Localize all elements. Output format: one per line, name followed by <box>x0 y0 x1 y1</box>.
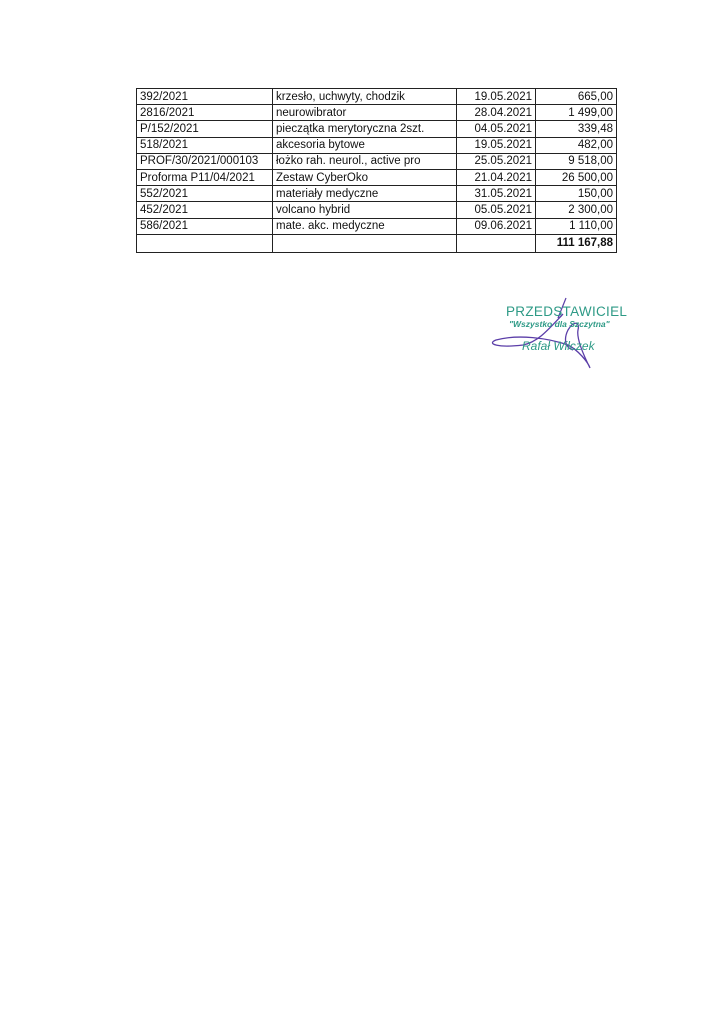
date-cell: 04.05.2021 <box>457 121 536 137</box>
stamp-name: Rafał Wilczek <box>522 339 595 353</box>
date-cell: 05.05.2021 <box>457 202 536 218</box>
amount-cell: 1 110,00 <box>536 218 617 234</box>
description-cell: mate. akc. medyczne <box>273 218 457 234</box>
table-row <box>137 105 617 121</box>
representative-stamp <box>478 290 638 380</box>
table-row <box>137 153 617 169</box>
date-cell: 09.06.2021 <box>457 218 536 234</box>
total-empty-cell <box>137 234 273 252</box>
table-row <box>137 89 617 105</box>
invoice-table <box>136 88 617 253</box>
invoice-number-cell: 518/2021 <box>137 137 273 153</box>
table-row <box>137 169 617 185</box>
amount-cell: 482,00 <box>536 137 617 153</box>
total-empty-cell <box>457 234 536 252</box>
invoice-number-cell: 552/2021 <box>137 186 273 202</box>
invoice-number-cell: PROF/30/2021/000103 <box>137 153 273 169</box>
total-row <box>137 234 617 252</box>
total-empty-cell <box>273 234 457 252</box>
invoice-number-cell: 586/2021 <box>137 218 273 234</box>
table-row <box>137 186 617 202</box>
amount-cell: 150,00 <box>536 186 617 202</box>
description-cell: volcano hybrid <box>273 202 457 218</box>
date-cell: 19.05.2021 <box>457 137 536 153</box>
amount-cell: 9 518,00 <box>536 153 617 169</box>
amount-cell: 1 499,00 <box>536 105 617 121</box>
invoice-number-cell: 452/2021 <box>137 202 273 218</box>
invoice-number-cell: P/152/2021 <box>137 121 273 137</box>
invoice-table-body <box>137 89 617 253</box>
invoice-number-cell: Proforma P11/04/2021 <box>137 169 273 185</box>
description-cell: Zestaw CyberOko <box>273 169 457 185</box>
invoice-number-cell: 392/2021 <box>137 89 273 105</box>
table-row <box>137 202 617 218</box>
table-row <box>137 218 617 234</box>
date-cell: 28.04.2021 <box>457 105 536 121</box>
table-row <box>137 121 617 137</box>
description-cell: krzesło, uchwyty, chodzik <box>273 89 457 105</box>
invoice-number-cell: 2816/2021 <box>137 105 273 121</box>
date-cell: 25.05.2021 <box>457 153 536 169</box>
amount-cell: 339,48 <box>536 121 617 137</box>
amount-cell: 2 300,00 <box>536 202 617 218</box>
date-cell: 21.04.2021 <box>457 169 536 185</box>
description-cell: łożko rah. neurol., active pro <box>273 153 457 169</box>
description-cell: materiały medyczne <box>273 186 457 202</box>
description-cell: akcesoria bytowe <box>273 137 457 153</box>
amount-cell: 26 500,00 <box>536 169 617 185</box>
table-row <box>137 137 617 153</box>
stamp-title: PRZEDSTAWICIEL <box>506 304 628 319</box>
description-cell: neurowibrator <box>273 105 457 121</box>
date-cell: 19.05.2021 <box>457 89 536 105</box>
description-cell: pieczątka merytoryczna 2szt. <box>273 121 457 137</box>
date-cell: 31.05.2021 <box>457 186 536 202</box>
stamp-subtitle: "Wszystko dla Szczytna" <box>509 319 610 329</box>
amount-cell: 665,00 <box>536 89 617 105</box>
total-amount: 111 167,88 <box>536 234 617 252</box>
